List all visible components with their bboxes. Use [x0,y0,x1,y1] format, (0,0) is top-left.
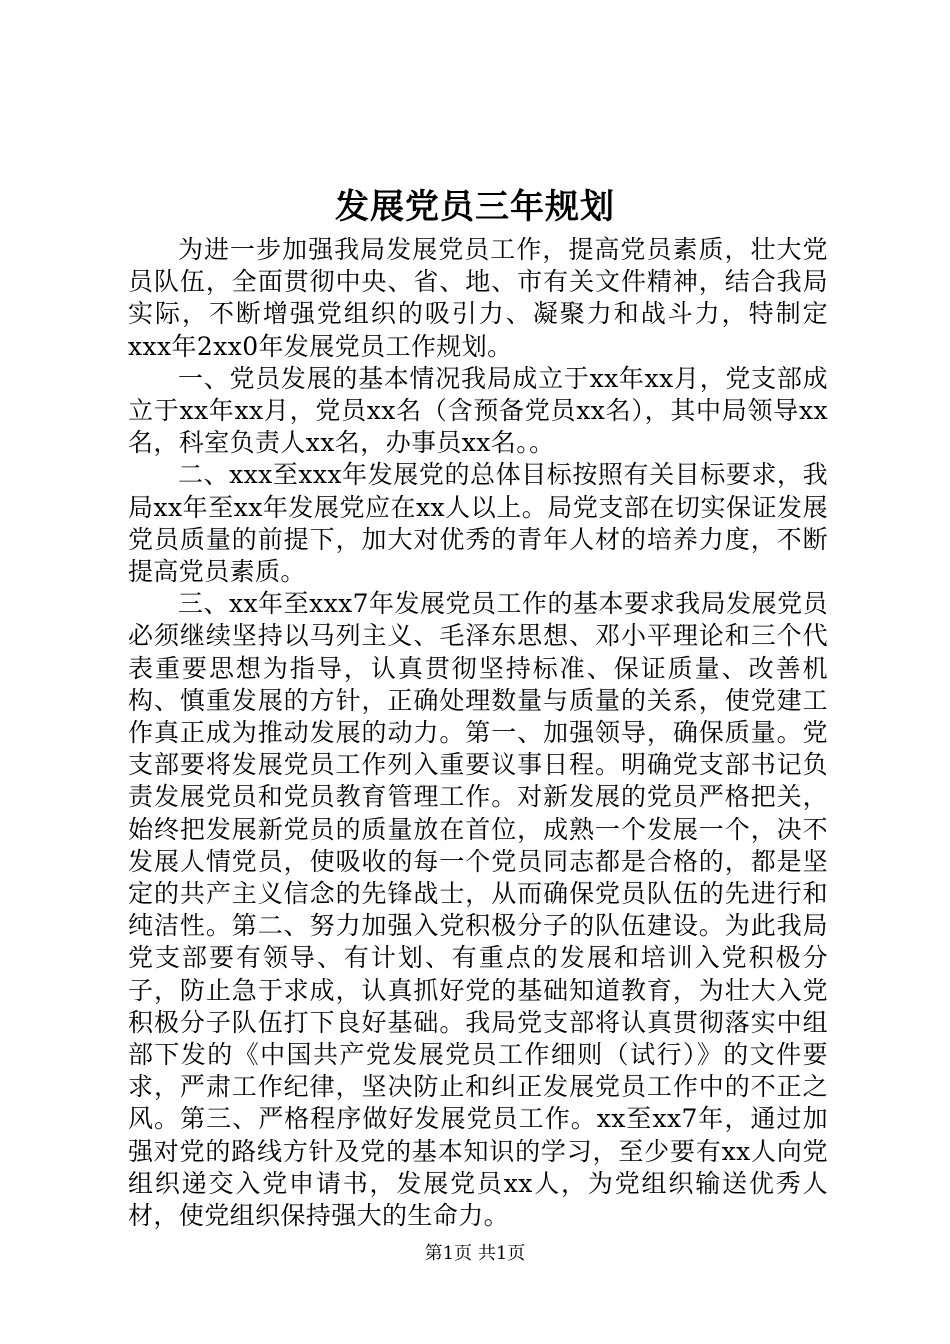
document-body [128,234,828,1232]
page-footer: 第1页 共1页 [424,1243,526,1264]
paragraph-section-1: 一、党员发展的基本情况我局成立于xx年xx月，党支部成立于xx年xx月，党员xx名（含预备党员xx名），其中局领导xx名，科室负责人xx名，办事员xx名。。 [128,363,828,458]
document-title: 发展党员三年规划 [335,187,615,227]
paragraph-intro: 为进一步加强我局发展党员工作，提高党员素质，壮大党员队伍，全面贯彻中央、省、地、市有关文件精神，结合我局实际，不断增强党组织的吸引力、凝聚力和战斗力，特制定xxx年2xx0年发展党员工作规划。 [128,235,828,361]
paragraph-section-2: 二、xxx至xxx年发展党的总体目标按照有关目标要求，我局xx年至xx年发展党应在xx人以上。局党支部在切实保证发展党员质量的前提下，加大对优秀的青年人材的培养力度，不断提高党员素质。 [128,460,828,587]
paragraph-section-3: 三、xx年至xxx7年发展党员工作的基本要求我局发展党员必须继续坚持以马列主义、毛泽东思想、邓小平理论和三个代表重要思想为指导，认真贯彻坚持标准、保证质量、改善机构、慎重发展的方针，正确处理数量与质量的关系，使党建工作真正成为推动发展的动力。第一、加强领导，确保质量。党支部要将发展党员工作列入重要议事日程。明确党支部书记负责发展党员和党员教育管理工作。对新发展的党员严格把关，始终把发展新党员的质量放在首位，成熟一个发展一个，决不发展人情党员，使吸收的每一个党员同志都是合格的，都是坚定的共产主义信念的先锋战士，从而确保党员队伍的先进行和纯洁性。第二、努力加强入党积极分子的队伍建设。为此我局党支部要有领导、有计划、有重点的发展和培训入党积极分子，防止急于求成，认真抓好党的基础知道教育，为壮大入党积极分子队伍打下良好基础。我局党支部将认真贯彻落实中组部下发的《中国共产党发展党员工作细则（试行）》的文件要求，严肃工作纪律，坚决防止和纠正发展党员工作中的不正之风。第三、严格程序做好发展党员工作。xx至xx7年，通过加强对党的路线方针及党的基本知识的学习，至少要有xx人向党组织递交入党申请书，发展党员xx人，为党组织输送优秀人材，使党组织保持强大的生命力。 [128,589,828,1231]
